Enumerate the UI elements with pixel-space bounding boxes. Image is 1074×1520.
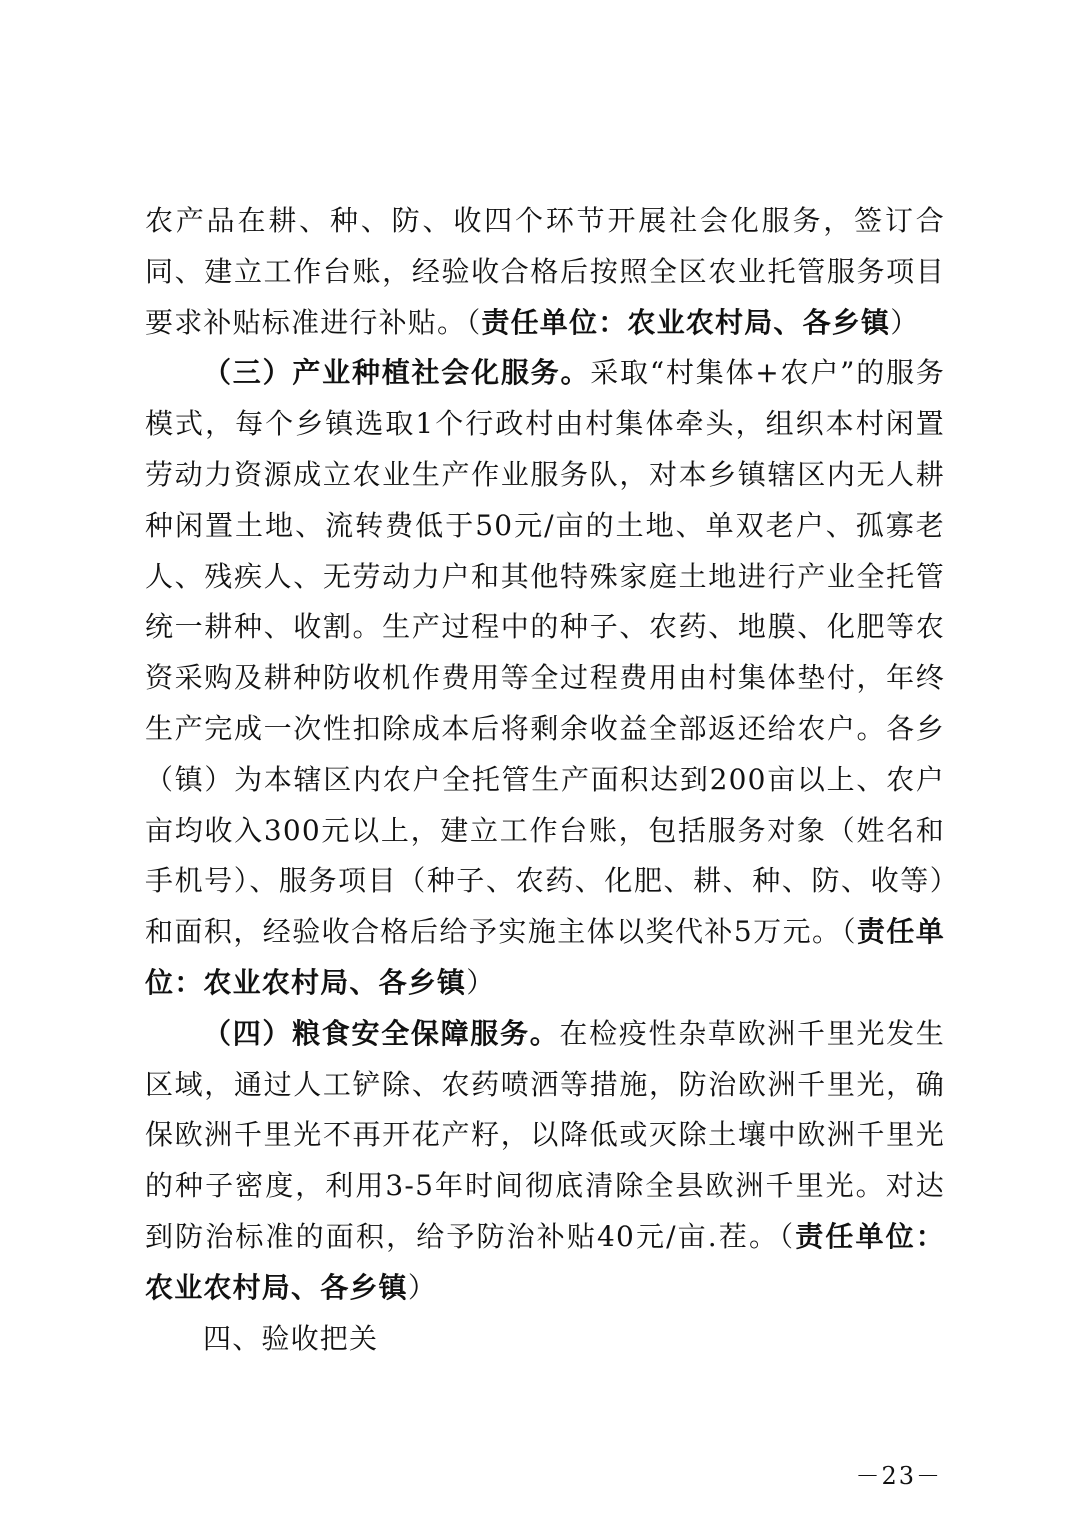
paragraph-text: 在检疫性杂草欧洲千里光发生区域，通过人工铲除、农药喷洒等措施，防治欧洲千里光，确保欧洲千里光不再开花产籽，以降低或灭除土壤中欧洲千里光的种子密度，利用3-5年时间彻底清除全县欧洲千里光。对达到防治标准的面积，给予防治补贴40元/亩.茬。（ <box>145 1016 946 1253</box>
subsection-heading-four: （四）粮食安全保障服务。 <box>203 1016 560 1050</box>
paragraph-close: ） <box>407 1270 438 1304</box>
subsection-heading-three: （三）产业种植社会化服务。 <box>203 356 591 390</box>
responsibility-unit: 责任单位：农业农村局、各乡镇 <box>481 305 891 339</box>
page-number: －23－ <box>855 1462 942 1490</box>
paragraph-subsidy-continuation <box>145 196 945 348</box>
paragraph-text: 采取“村集体+农户”的服务模式，每个乡镇选取1个行政村由村集体牵头，组织本村闲置劳动力资源成立农业生产作业服务队，对本乡镇辖区内无人耕种闲置土地、流转费低于50元/亩的土地、单双老户、孤寡老人、残疾人、无劳动力户和其他特殊家庭土地进行产业全托管统一耕种、收割。生产过程中的种子、农药、地膜、化肥等农资采购及耕种防收机作费用等全过程费用由村集体垫付，年终生产完成一次性扣除成本后将剩余收益全部返还给农户。各乡（镇）为本辖区内农户全托管生产面积达到200亩以上、农户亩均收入300元以上，建立工作台账，包括服务对象（姓名和手机号）、服务项目（种子、农药、化肥、耕、种、防、收等）和面积，经验收合格后给予实施主体以奖代补5万元。（ <box>145 356 945 949</box>
responsibility-unit: 责任单位：农业农村局、各乡镇 <box>145 915 945 999</box>
responsibility-unit: 责任单位：农业农村局、各乡镇 <box>145 1219 945 1304</box>
paragraph-text: 农产品在耕、种、防、收四个环节开展社会化服务，签订合同、建立工作台账，经验收合格后按照全区农业托管服务项目要求补贴标准进行补贴。（ <box>145 204 945 339</box>
section-heading-acceptance: 四、验收把关 <box>203 1321 379 1355</box>
paragraph-food-security-service <box>145 1009 945 1314</box>
paragraph-close: ） <box>890 305 920 339</box>
paragraph-industry-planting-service <box>145 348 945 1008</box>
paragraph-close: ） <box>466 965 496 999</box>
document-page <box>145 196 945 1364</box>
